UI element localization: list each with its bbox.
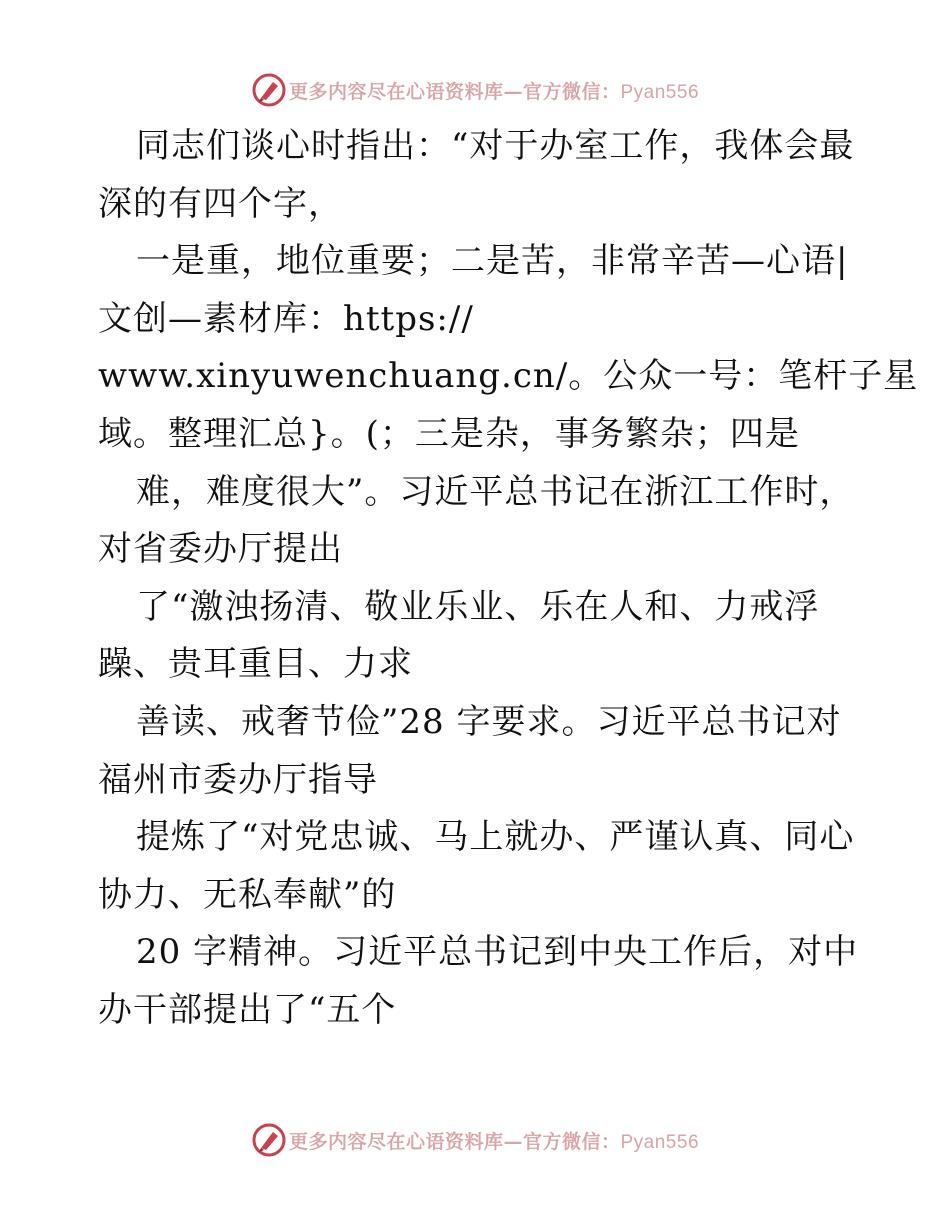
body-line: 办干部提出了“五个: [98, 989, 397, 1030]
watermark-brand: 更多内容尽在心语资料库: [288, 80, 504, 103]
body-line: 一是重，地位重要；二是苦，非常辛苦—心语|: [136, 241, 849, 282]
body-line: 福州市委办厅指导: [98, 759, 378, 800]
body-line: 20 字精神。习近平总书记到中央工作后，对中: [136, 932, 859, 973]
body-line: 域。整理汇总}。(；三是杂，事务繁杂；四是: [98, 413, 800, 454]
document-body: [98, 118, 919, 1040]
body-line: 善读、戒奢节俭”28 字要求。习近平总书记对: [136, 701, 842, 742]
watermark-dash: —: [503, 1130, 523, 1153]
watermark-text: [289, 77, 699, 104]
pen-nib-logo-icon: [251, 72, 287, 108]
body-line: 同志们谈心时指出：“对于办室工作，我体会最: [136, 126, 855, 166]
body-line: 文创—素材库：https://: [98, 298, 474, 339]
watermark-contact-id: Pyan556: [620, 1131, 700, 1153]
body-line: www.xinyuwenchuang.cn/。公众一号：笔杆子星: [98, 356, 919, 397]
watermark-brand: 更多内容尽在心语资料库: [288, 1130, 504, 1153]
header-watermark: [0, 70, 950, 110]
body-line: 难，难度很大”。习近平总书记在浙江工作时，: [136, 471, 855, 512]
watermark-contact-label: 官方微信：: [522, 80, 621, 103]
watermark-dash: —: [503, 80, 523, 103]
body-line: 对省委办厅提出: [98, 529, 343, 570]
body-line: 深的有四个字，: [98, 183, 343, 224]
body-line: 了“激浊扬清、敬业乐业、乐在人和、力戒浮: [136, 586, 820, 627]
watermark-contact-label: 官方微信：: [522, 1130, 621, 1153]
watermark-text: [289, 1127, 699, 1154]
footer-watermark: [0, 1120, 950, 1160]
watermark-contact-id: Pyan556: [620, 81, 700, 103]
body-line: 躁、贵耳重目、力求: [98, 644, 413, 685]
body-line: 提炼了“对党忠诚、马上就办、严谨认真、同心: [136, 817, 855, 858]
pen-nib-logo-icon: [251, 1122, 287, 1158]
body-line: 协力、无私奉献”的: [98, 874, 397, 915]
